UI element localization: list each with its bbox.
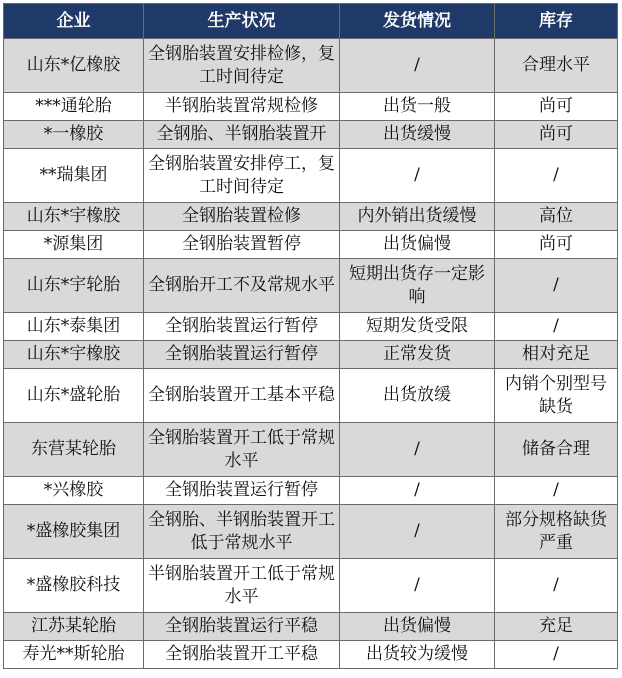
table-row bbox=[4, 203, 618, 231]
cell-inventory: 尚可 bbox=[495, 93, 618, 121]
cell-company: *兴橡胶 bbox=[4, 477, 144, 505]
cell-inventory: 内销个别型号缺货 bbox=[495, 369, 618, 423]
table-row bbox=[4, 93, 618, 121]
header-row bbox=[4, 4, 618, 39]
cell-shipping: / bbox=[340, 477, 495, 505]
cell-inventory: / bbox=[495, 641, 618, 669]
header-company: 企业 bbox=[4, 4, 144, 39]
cell-shipping: 出货较为缓慢 bbox=[340, 641, 495, 669]
cell-production: 全钢胎、半钢胎装置开工低于常规水平 bbox=[144, 505, 340, 559]
header-inventory: 库存 bbox=[495, 4, 618, 39]
cell-company: 山东*宇橡胶 bbox=[4, 341, 144, 369]
cell-shipping: 出货缓慢 bbox=[340, 121, 495, 149]
cell-shipping: 出货一般 bbox=[340, 93, 495, 121]
cell-inventory: 部分规格缺货严重 bbox=[495, 505, 618, 559]
cell-shipping: 短期发货受限 bbox=[340, 313, 495, 341]
cell-company: ***通轮胎 bbox=[4, 93, 144, 121]
table-row bbox=[4, 231, 618, 259]
table-row bbox=[4, 641, 618, 669]
cell-shipping: 出货放缓 bbox=[340, 369, 495, 423]
cell-shipping: 正常发货 bbox=[340, 341, 495, 369]
cell-inventory: 充足 bbox=[495, 613, 618, 641]
cell-company: 寿光**斯轮胎 bbox=[4, 641, 144, 669]
cell-inventory: 高位 bbox=[495, 203, 618, 231]
cell-inventory: / bbox=[495, 149, 618, 203]
cell-company: *盛橡胶集团 bbox=[4, 505, 144, 559]
table-row bbox=[4, 613, 618, 641]
table-row bbox=[4, 39, 618, 93]
cell-production: 全钢胎装置运行暂停 bbox=[144, 341, 340, 369]
cell-inventory: 储备合理 bbox=[495, 423, 618, 477]
cell-inventory: / bbox=[495, 313, 618, 341]
table-row bbox=[4, 369, 618, 423]
table-row bbox=[4, 259, 618, 313]
table-row bbox=[4, 121, 618, 149]
table-row bbox=[4, 313, 618, 341]
cell-shipping: 内外销出货缓慢 bbox=[340, 203, 495, 231]
cell-production: 全钢胎装置运行暂停 bbox=[144, 313, 340, 341]
cell-inventory: / bbox=[495, 559, 618, 613]
cell-shipping: / bbox=[340, 39, 495, 93]
header-shipping: 发货情况 bbox=[340, 4, 495, 39]
cell-inventory: 合理水平 bbox=[495, 39, 618, 93]
cell-production: 全钢胎装置开工平稳 bbox=[144, 641, 340, 669]
cell-shipping: / bbox=[340, 149, 495, 203]
cell-production: 全钢胎装置运行平稳 bbox=[144, 613, 340, 641]
table-row bbox=[4, 559, 618, 613]
cell-production: 半钢胎装置开工低于常规水平 bbox=[144, 559, 340, 613]
cell-company: **瑞集团 bbox=[4, 149, 144, 203]
table-row bbox=[4, 341, 618, 369]
status-table-wrapper bbox=[3, 3, 618, 669]
cell-production: 全钢胎开工不及常规水平 bbox=[144, 259, 340, 313]
cell-company: 山东*盛轮胎 bbox=[4, 369, 144, 423]
cell-production: 全钢胎装置安排检修，复工时间待定 bbox=[144, 39, 340, 93]
cell-production: 全钢胎、半钢胎装置开 bbox=[144, 121, 340, 149]
cell-company: 山东*亿橡胶 bbox=[4, 39, 144, 93]
cell-production: 全钢胎装置开工低于常规水平 bbox=[144, 423, 340, 477]
cell-shipping: 短期出货存一定影响 bbox=[340, 259, 495, 313]
cell-company: 山东*泰集团 bbox=[4, 313, 144, 341]
cell-production: 全钢胎装置运行暂停 bbox=[144, 477, 340, 505]
cell-shipping: 出货偏慢 bbox=[340, 613, 495, 641]
table-row bbox=[4, 423, 618, 477]
cell-inventory: / bbox=[495, 259, 618, 313]
cell-inventory: / bbox=[495, 477, 618, 505]
cell-company: *一橡胶 bbox=[4, 121, 144, 149]
cell-production: 全钢胎装置暂停 bbox=[144, 231, 340, 259]
cell-company: *源集团 bbox=[4, 231, 144, 259]
cell-inventory: 尚可 bbox=[495, 231, 618, 259]
cell-company: 江苏某轮胎 bbox=[4, 613, 144, 641]
cell-company: 山东*宇橡胶 bbox=[4, 203, 144, 231]
cell-production: 全钢胎装置开工基本平稳 bbox=[144, 369, 340, 423]
table-row bbox=[4, 505, 618, 559]
cell-production: 全钢胎装置安排停工，复工时间待定 bbox=[144, 149, 340, 203]
cell-production: 半钢胎装置常规检修 bbox=[144, 93, 340, 121]
status-table bbox=[3, 3, 618, 669]
header-production: 生产状况 bbox=[144, 4, 340, 39]
table-row bbox=[4, 477, 618, 505]
cell-inventory: 相对充足 bbox=[495, 341, 618, 369]
cell-shipping: 出货偏慢 bbox=[340, 231, 495, 259]
table-row bbox=[4, 149, 618, 203]
cell-shipping: / bbox=[340, 423, 495, 477]
cell-shipping: / bbox=[340, 559, 495, 613]
cell-company: 山东*宇轮胎 bbox=[4, 259, 144, 313]
cell-production: 全钢胎装置检修 bbox=[144, 203, 340, 231]
cell-shipping: / bbox=[340, 505, 495, 559]
cell-company: *盛橡胶科技 bbox=[4, 559, 144, 613]
cell-inventory: 尚可 bbox=[495, 121, 618, 149]
cell-company: 东营某轮胎 bbox=[4, 423, 144, 477]
